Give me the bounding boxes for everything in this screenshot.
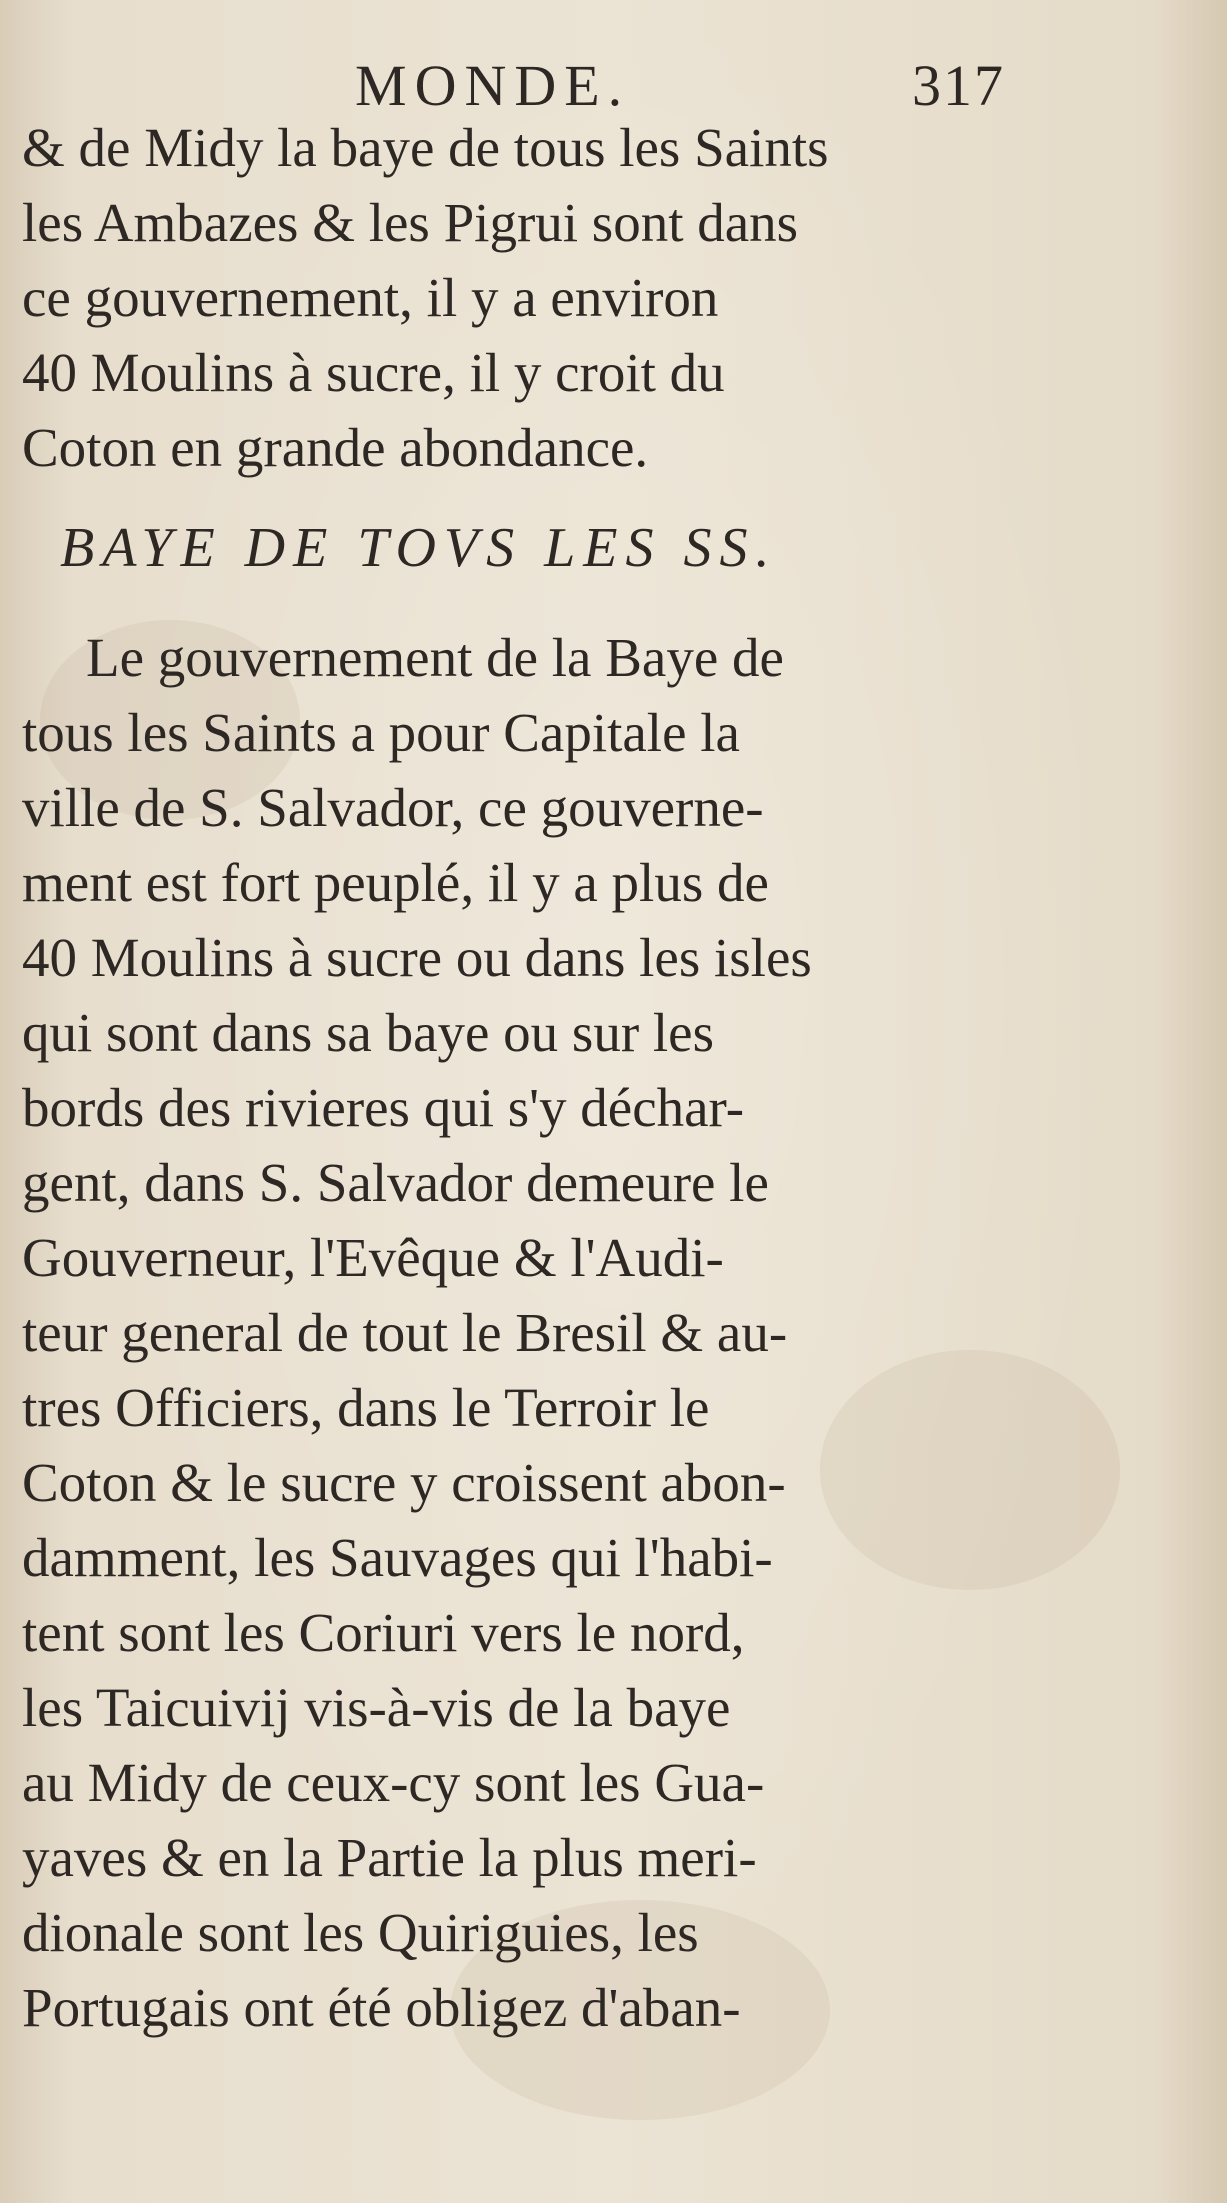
text-line: ce gouvernement, il y a environ <box>22 267 719 328</box>
text-line: dionale sont les Quiriguies, les <box>22 1902 699 1963</box>
text-line: 40 Moulins à sucre ou dans les isles <box>22 927 812 988</box>
text-line: damment, les Sauvages qui l'habi- <box>22 1527 773 1588</box>
text-line: gent, dans S. Salvador demeure le <box>22 1152 769 1213</box>
text-line: Coton en grande abondance. <box>22 417 649 478</box>
text-line: tres Officiers, dans le Terroir le <box>22 1377 710 1438</box>
text-line: qui sont dans sa baye ou sur les <box>22 1002 714 1063</box>
running-head: MONDE. <box>355 53 631 118</box>
text-line: & de Midy la baye de tous les Saints <box>22 117 829 178</box>
text-line: teur general de tout le Bresil & au- <box>22 1302 788 1363</box>
section-heading: BAYE DE TOVS LES SS. <box>60 517 778 579</box>
text-line: Le gouvernement de la Baye de <box>86 627 784 688</box>
text-line: yaves & en la Partie la plus meri- <box>22 1827 757 1888</box>
text-line: ment est fort peuplé, il y a plus de <box>22 852 769 913</box>
text-line: Portugais ont été obligez d'aban- <box>22 1977 741 2038</box>
text-line: tent sont les Coriuri vers le nord, <box>22 1602 745 1663</box>
text-line: les Taicuivij vis-à-vis de la baye <box>22 1677 731 1738</box>
text-line: 40 Moulins à sucre, il y croit du <box>22 342 725 403</box>
text-line: au Midy de ceux-cy sont les Gua- <box>22 1752 765 1813</box>
text-line: tous les Saints a pour Capitale la <box>22 702 740 763</box>
text-line: Gouverneur, l'Evêque & l'Audi- <box>22 1227 724 1288</box>
text-line: bords des rivieres qui s'y déchar- <box>22 1077 745 1138</box>
text-line: Coton & le sucre y croissent abon- <box>22 1452 786 1513</box>
page-number: 317 <box>912 53 1005 118</box>
text-line: ville de S. Salvador, ce gouverne- <box>22 777 764 838</box>
text-line: les Ambazes & les Pigrui sont dans <box>22 192 799 253</box>
